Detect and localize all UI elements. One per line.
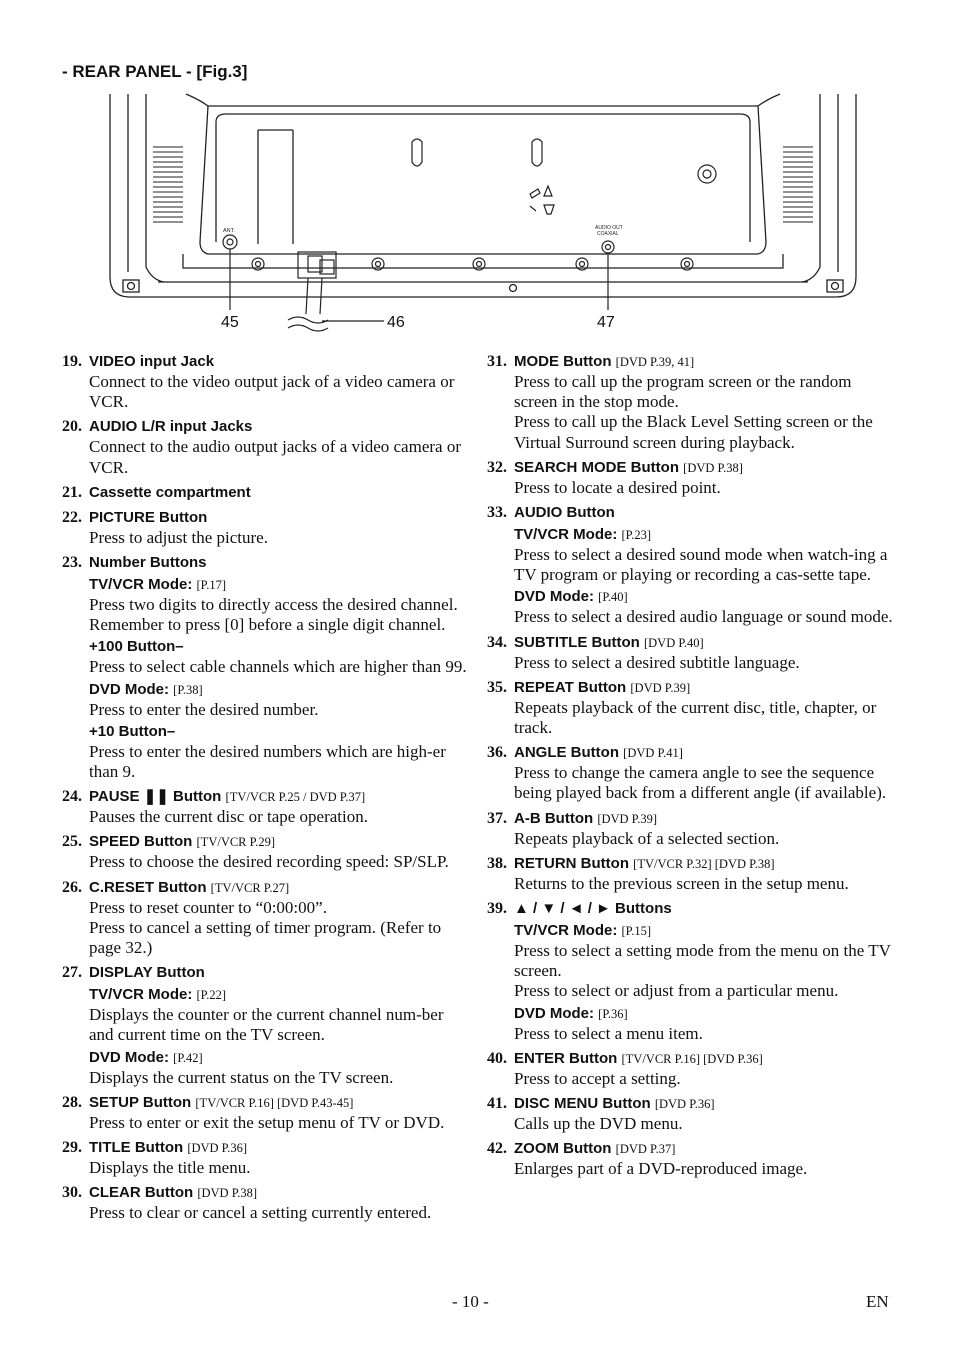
mode-subheading xyxy=(514,1004,899,1024)
item-heading xyxy=(89,508,472,528)
item-entry xyxy=(487,809,899,849)
item-number: 39. xyxy=(487,900,507,918)
item-number: 32. xyxy=(487,458,507,476)
mode-label: TV/VCR Mode: xyxy=(89,576,193,594)
item-title: REPEAT Button xyxy=(514,678,627,696)
item-heading xyxy=(89,483,472,503)
item-description: Displays the title menu. xyxy=(89,1158,251,1178)
item-description: Press to reset counter to “0:00:00”. xyxy=(89,897,327,917)
item-entry xyxy=(487,633,899,673)
item-title: DISC MENU Button xyxy=(514,1095,651,1113)
ant-label: ANT. xyxy=(223,228,235,234)
item-entry xyxy=(62,417,472,477)
item-entry xyxy=(62,1138,472,1178)
item-description: Repeats playback of a selected section. xyxy=(514,828,780,848)
item-description: Press to change the camera angle to see the sequence being played back from a different angle (if available). xyxy=(514,763,887,803)
item-title: ▲ / ▼ / ◄ / ► Buttons xyxy=(514,900,672,918)
item-entry xyxy=(62,508,472,548)
item-heading xyxy=(514,1049,899,1069)
item-description: Press to select a desired sound mode when watch-ing a TV program or playing or recording a cas-sette tape. xyxy=(514,545,888,585)
item-page-ref: [TV/VCR P.29] xyxy=(196,835,275,850)
item-page-ref: [DVD P.40] xyxy=(643,635,704,650)
mode-subheading xyxy=(89,680,472,700)
item-title: ENTER Button xyxy=(514,1049,618,1067)
item-title: SPEED Button xyxy=(89,833,193,851)
item-description: Press to adjust the picture. xyxy=(89,527,268,547)
mode-label: +10 Button– xyxy=(89,722,176,740)
item-entry xyxy=(62,963,472,1088)
audio-out-coaxial-jack xyxy=(602,241,614,253)
item-entry xyxy=(487,899,899,1044)
item-heading xyxy=(514,743,899,763)
item-page-ref: [TV/VCR P.16] [DVD P.36] xyxy=(621,1051,763,1066)
item-heading xyxy=(514,1094,899,1114)
item-description: Press to select a setting mode from the menu on the TV screen. xyxy=(514,941,891,981)
item-heading xyxy=(514,503,899,523)
item-description: Press to enter the desired numbers which are high-er than 9. xyxy=(89,741,446,782)
item-title: SEARCH MODE Button xyxy=(514,458,679,476)
mode-subheading xyxy=(89,722,472,742)
mode-label: DVD Mode: xyxy=(89,680,169,698)
mode-subheading xyxy=(89,637,472,657)
item-heading xyxy=(89,1138,472,1158)
item-description: Press to call up the program screen or the random screen in the stop mode. xyxy=(514,372,852,412)
item-title: AUDIO Button xyxy=(514,504,615,522)
item-number: 30. xyxy=(62,1184,82,1202)
item-number: 20. xyxy=(62,418,82,436)
item-description: Press to locate a desired point. xyxy=(514,477,721,497)
item-page-ref: [DVD P.38] xyxy=(197,1186,258,1201)
item-entry xyxy=(62,483,472,503)
language-code: EN xyxy=(866,1292,889,1311)
mode-page-ref: [P.40] xyxy=(598,590,628,605)
item-number: 40. xyxy=(487,1049,507,1067)
item-title: PAUSE ❚❚ Button xyxy=(89,788,222,806)
item-entry xyxy=(487,458,899,498)
item-description: Press to select cable channels which are higher than 99. xyxy=(89,657,467,677)
item-description: Connect to the audio output jacks of a video camera or VCR. xyxy=(89,437,461,477)
item-title: DISPLAY Button xyxy=(89,964,205,982)
item-entry xyxy=(62,352,472,412)
item-entry xyxy=(487,854,899,894)
item-heading xyxy=(514,809,899,829)
item-number: 41. xyxy=(487,1095,507,1113)
item-heading xyxy=(89,1093,472,1113)
item-description: Enlarges part of a DVD-reproduced image. xyxy=(514,1159,808,1179)
item-number: 24. xyxy=(62,788,82,806)
item-number: 38. xyxy=(487,854,507,872)
item-number: 37. xyxy=(487,809,507,827)
item-title: A-B Button xyxy=(514,809,594,827)
item-heading xyxy=(514,854,899,874)
item-description: Remember to press [0] before a single digit channel. xyxy=(89,615,446,635)
item-entry xyxy=(487,503,899,628)
section-title: - REAR PANEL - [Fig.3] xyxy=(62,62,248,81)
item-page-ref: [DVD P.41] xyxy=(623,746,683,761)
item-title: SUBTITLE Button xyxy=(514,633,640,651)
item-number: 42. xyxy=(487,1140,507,1158)
mode-page-ref: [P.42] xyxy=(173,1050,203,1065)
item-title: ZOOM Button xyxy=(514,1140,612,1158)
callout-47: 47 xyxy=(597,314,615,331)
item-heading xyxy=(89,787,472,807)
item-description: Press two digits to directly access the desired channel. xyxy=(89,595,458,615)
item-heading xyxy=(514,899,899,919)
item-number: 25. xyxy=(62,833,82,851)
mode-subheading xyxy=(89,1048,472,1068)
item-entry xyxy=(487,1094,899,1134)
item-description: Press to accept a setting. xyxy=(514,1068,681,1088)
item-description: Press to select a menu item. xyxy=(514,1023,703,1043)
mode-label: TV/VCR Mode: xyxy=(514,922,618,940)
item-entry xyxy=(487,1139,899,1179)
mode-label: TV/VCR Mode: xyxy=(89,986,193,1004)
mode-page-ref: [P.17] xyxy=(196,578,227,593)
item-number: 33. xyxy=(487,504,507,522)
mode-subheading xyxy=(514,587,899,607)
item-number: 21. xyxy=(62,483,82,501)
item-description: Repeats playback of the current disc, title, chapter, or track. xyxy=(514,697,877,738)
antenna-jack xyxy=(223,235,237,249)
item-page-ref: [DVD P.36] xyxy=(187,1141,248,1156)
audio-out-label: AUDIO OUT xyxy=(595,225,623,231)
item-title: TITLE Button xyxy=(89,1139,184,1157)
item-heading xyxy=(514,1139,899,1159)
items-column-right xyxy=(487,352,899,1184)
mode-label: +100 Button– xyxy=(89,638,184,656)
item-description: Press to choose the desired recording speed: SP/SLP. xyxy=(89,852,449,872)
mode-subheading xyxy=(514,921,899,941)
item-entry xyxy=(62,1183,472,1223)
item-heading xyxy=(89,878,472,898)
item-heading xyxy=(514,678,899,698)
item-description: Press to enter the desired number. xyxy=(89,699,319,719)
item-entry xyxy=(62,787,472,827)
item-title: Cassette compartment xyxy=(89,483,251,501)
item-description: Returns to the previous screen in the setup menu. xyxy=(514,873,849,893)
item-number: 22. xyxy=(62,508,82,526)
item-page-ref: [TV/VCR P.25 / DVD P.37] xyxy=(225,790,366,805)
item-number: 26. xyxy=(62,878,82,896)
item-title: VIDEO input Jack xyxy=(89,353,215,370)
item-description: Press to enter or exit the setup menu of TV or DVD. xyxy=(89,1112,445,1132)
item-entry xyxy=(487,743,899,803)
mode-page-ref: [P.22] xyxy=(196,988,227,1003)
item-number: 31. xyxy=(487,353,507,370)
callout-45: 45 xyxy=(221,314,239,331)
item-page-ref: [TV/VCR P.16] [DVD P.43-45] xyxy=(195,1095,354,1110)
item-description: Press to select or adjust from a particular menu. xyxy=(514,981,839,1001)
mode-page-ref: [P.23] xyxy=(621,528,652,543)
item-title: CLEAR Button xyxy=(89,1184,194,1202)
item-title: Number Buttons xyxy=(89,554,207,572)
item-title: ANGLE Button xyxy=(514,744,619,762)
item-number: 27. xyxy=(62,964,82,982)
mode-page-ref: [P.15] xyxy=(621,924,652,939)
item-number: 36. xyxy=(487,744,507,762)
item-title: C.RESET Button xyxy=(89,878,207,896)
item-title: SETUP Button xyxy=(89,1093,192,1111)
items-column-left xyxy=(62,352,472,1228)
item-page-ref: [DVD P.39, 41] xyxy=(615,355,695,369)
item-number: 28. xyxy=(62,1093,82,1111)
item-description: Displays the current status on the TV screen. xyxy=(89,1067,394,1087)
item-description: Press to select a desired subtitle language. xyxy=(514,652,800,672)
item-heading xyxy=(89,352,472,372)
mode-label: DVD Mode: xyxy=(89,1048,169,1066)
item-number: 34. xyxy=(487,633,507,651)
item-heading xyxy=(514,633,899,653)
item-description: Calls up the DVD menu. xyxy=(514,1114,683,1134)
item-heading xyxy=(89,1183,472,1203)
item-heading xyxy=(89,832,472,852)
item-page-ref: [TV/VCR P.27] xyxy=(210,880,290,895)
item-description: Press to cancel a setting of timer program. (Refer to page 32.) xyxy=(89,917,442,958)
item-entry xyxy=(62,1093,472,1133)
item-number: 19. xyxy=(62,353,82,370)
item-page-ref: [DVD P.39] xyxy=(597,811,658,826)
item-entry xyxy=(487,1049,899,1089)
item-number: 35. xyxy=(487,678,507,696)
item-title: PICTURE Button xyxy=(89,508,208,526)
mode-subheading xyxy=(514,525,899,545)
item-description: Pauses the current disc or tape operation. xyxy=(89,807,368,827)
item-title: RETURN Button xyxy=(514,854,629,872)
item-page-ref: [TV/VCR P.32] [DVD P.38] xyxy=(633,856,775,871)
mode-subheading xyxy=(89,985,472,1005)
coaxial-label: COAXIAL xyxy=(597,231,619,237)
item-page-ref: [DVD P.38] xyxy=(683,460,743,475)
item-heading xyxy=(89,417,472,437)
item-entry xyxy=(62,832,472,872)
item-page-ref: [DVD P.37] xyxy=(615,1142,676,1157)
item-page-ref: [DVD P.36] xyxy=(654,1097,715,1112)
item-title: AUDIO L/R input Jacks xyxy=(89,418,253,436)
mode-page-ref: [P.36] xyxy=(598,1006,628,1021)
mode-page-ref: [P.38] xyxy=(173,682,203,697)
item-description: Press to select a desired audio language or sound mode. xyxy=(514,607,893,627)
mode-label: DVD Mode: xyxy=(514,588,594,606)
item-heading xyxy=(514,352,899,372)
item-entry xyxy=(487,678,899,738)
item-description: Press to call up the Black Level Setting screen or the Virtual Surround screen during playback. xyxy=(514,412,873,452)
item-heading xyxy=(514,458,899,478)
rear-panel-figure xyxy=(108,92,858,342)
mode-label: TV/VCR Mode: xyxy=(514,526,618,544)
item-description: Connect to the video output jack of a video camera or VCR. xyxy=(89,372,455,412)
mode-label: DVD Mode: xyxy=(514,1004,594,1022)
item-description: Press to clear or cancel a setting currently entered. xyxy=(89,1203,432,1223)
item-heading xyxy=(89,963,472,983)
item-page-ref: [DVD P.39] xyxy=(630,680,691,695)
callout-46: 46 xyxy=(387,314,405,331)
item-description: Displays the counter or the current channel num-ber and current time on the TV screen. xyxy=(89,1005,444,1045)
item-number: 23. xyxy=(62,554,82,572)
item-title: MODE Button xyxy=(514,353,612,370)
page-number: - 10 - xyxy=(452,1292,489,1311)
item-entry xyxy=(62,878,472,959)
item-entry xyxy=(487,352,899,453)
item-number: 29. xyxy=(62,1139,82,1157)
mode-subheading xyxy=(89,575,472,595)
item-entry xyxy=(62,553,472,782)
item-heading xyxy=(89,553,472,573)
